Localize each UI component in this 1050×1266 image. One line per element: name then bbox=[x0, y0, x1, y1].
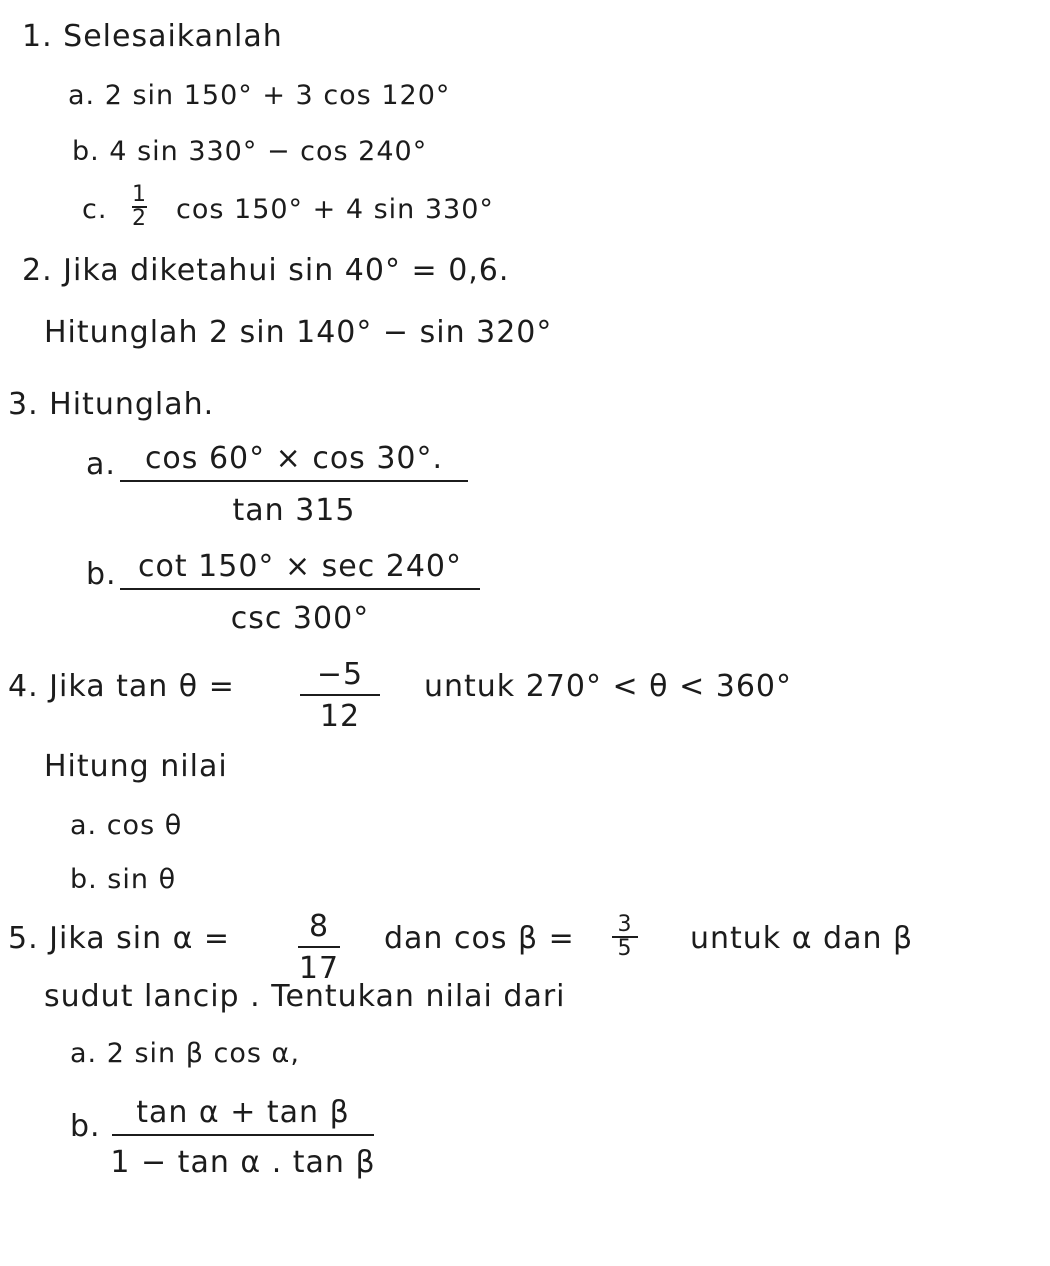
fraction-denominator: csc 300° bbox=[230, 601, 370, 636]
q4-label: 4. Jika tan θ = bbox=[8, 669, 235, 704]
q5-condition: untuk α dan β bbox=[690, 921, 914, 956]
fraction-denominator: 12 bbox=[319, 699, 361, 734]
q3-part-b-fraction bbox=[120, 549, 480, 636]
fraction-denominator: 17 bbox=[298, 951, 340, 986]
q1-part-c-expression: cos 150° + 4 sin 330° bbox=[176, 194, 494, 225]
fraction-numerator: tan α + tan β bbox=[136, 1095, 350, 1130]
q3-part-a-fraction bbox=[120, 441, 468, 528]
q2-line-1: 2. Jika diketahui sin 40° = 0,6. bbox=[22, 253, 510, 288]
fraction-numerator: cos 60° × cos 30°. bbox=[144, 441, 444, 476]
q5-part-b-fraction bbox=[110, 1095, 376, 1180]
q4-part-a: a. cos θ bbox=[70, 810, 183, 841]
q5-part-a: a. 2 sin β cos α, bbox=[70, 1038, 300, 1069]
q4-part-b: b. sin θ bbox=[70, 864, 177, 895]
fraction-numerator: 1 bbox=[132, 182, 147, 207]
fraction-numerator: cot 150° × sec 240° bbox=[138, 549, 462, 584]
fraction-denominator: tan 315 bbox=[232, 493, 356, 528]
q5-part-b-label: b. bbox=[70, 1109, 101, 1144]
q5-line-2: sudut lancip . Tentukan nilai dari bbox=[44, 979, 566, 1014]
q1-part-b: b. 4 sin 330° − cos 240° bbox=[72, 136, 428, 167]
q5-label: 5. Jika sin α = bbox=[8, 921, 231, 956]
q4-condition: untuk 270° < θ < 360° bbox=[424, 669, 793, 704]
q5-cos-beta-label: dan cos β = bbox=[384, 921, 575, 956]
fraction-numerator: 8 bbox=[308, 909, 330, 944]
q1-part-c-fraction bbox=[132, 184, 147, 230]
q4-tan-fraction bbox=[300, 657, 380, 734]
fraction-denominator: 1 − tan α . tan β bbox=[110, 1145, 376, 1180]
q1-part-c-label: c. bbox=[82, 194, 108, 225]
fraction-denominator: 2 bbox=[132, 206, 147, 231]
fraction-denominator: 5 bbox=[617, 936, 633, 961]
q4-prompt: Hitung nilai bbox=[44, 749, 228, 784]
q1-heading: 1. Selesaikanlah bbox=[22, 19, 283, 54]
q5-cos-beta-fraction bbox=[612, 914, 638, 960]
q3-part-a-label: a. bbox=[86, 447, 116, 482]
q5-sin-alpha-fraction bbox=[298, 909, 340, 986]
q3-heading: 3. Hitunglah. bbox=[8, 387, 215, 422]
fraction-numerator: 3 bbox=[617, 912, 633, 937]
q3-part-b-label: b. bbox=[86, 557, 117, 592]
fraction-numerator: −5 bbox=[316, 657, 364, 692]
q2-line-2: Hitunglah 2 sin 140° − sin 320° bbox=[44, 315, 553, 350]
q1-part-a: a. 2 sin 150° + 3 cos 120° bbox=[68, 80, 451, 111]
